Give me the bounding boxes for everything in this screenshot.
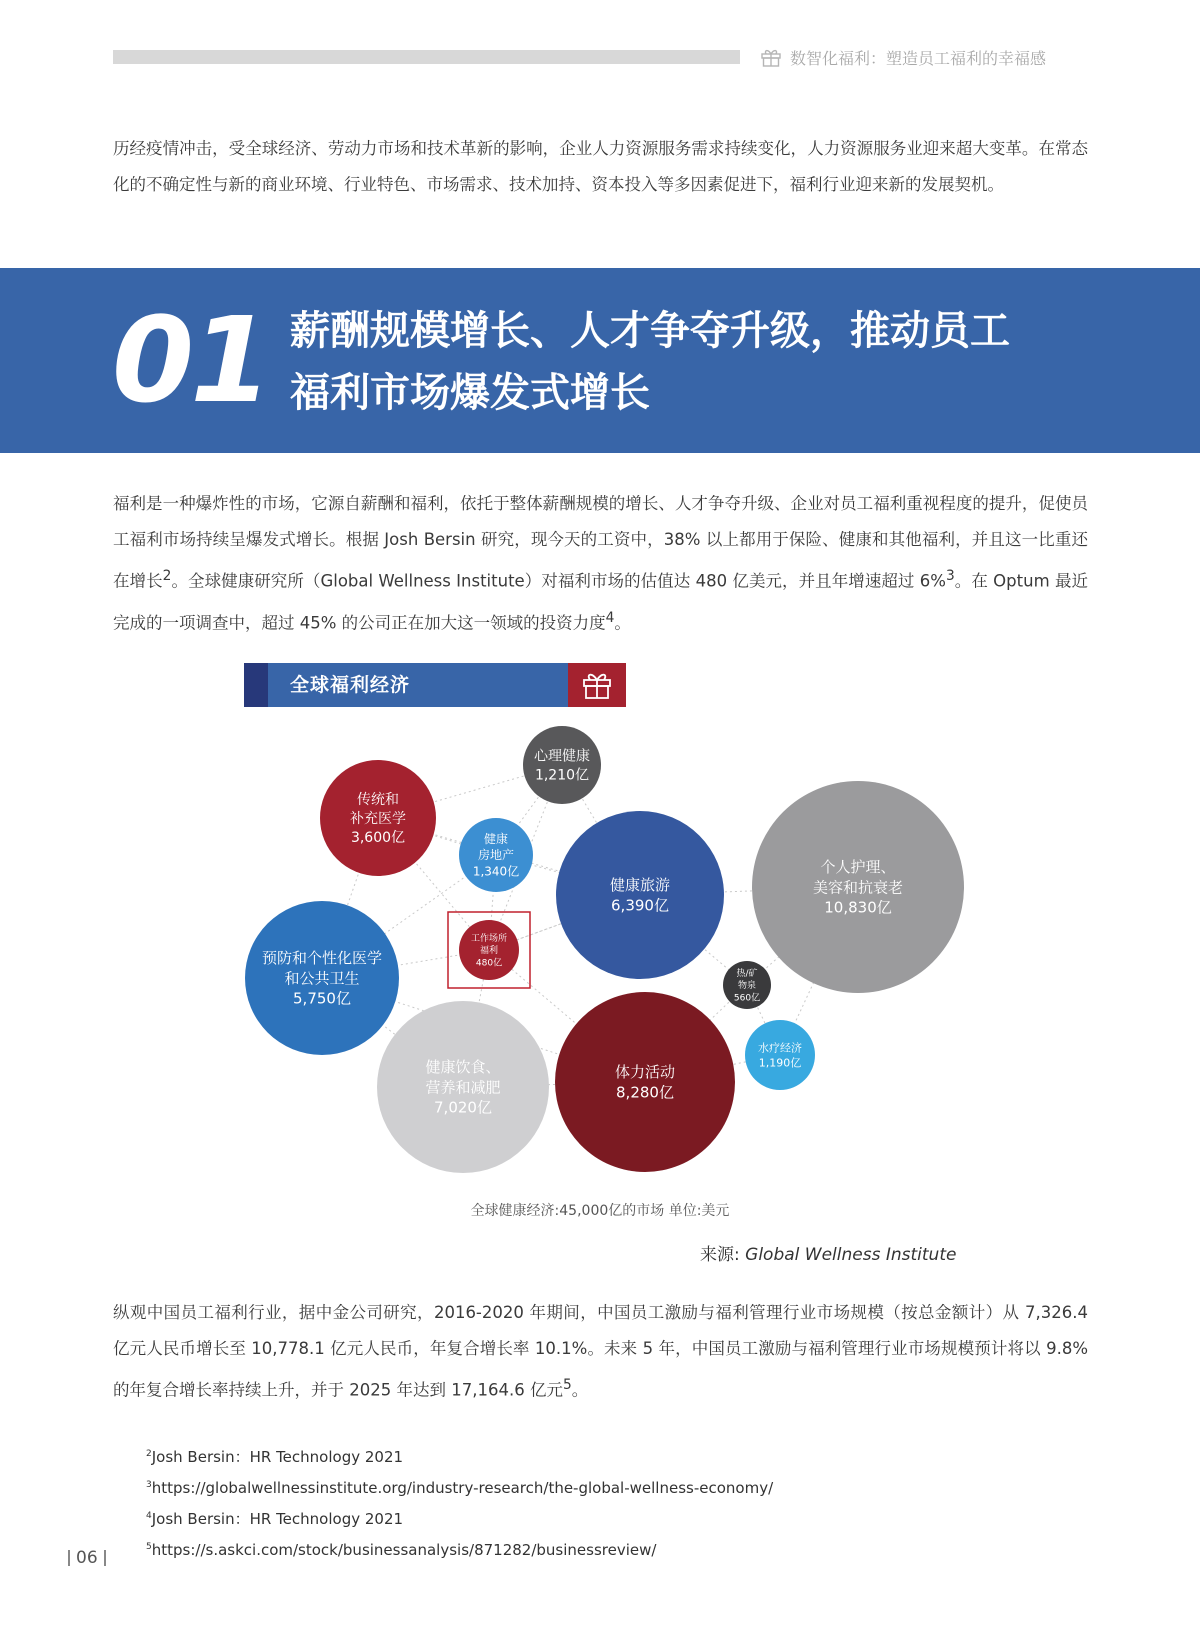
bubble-circle xyxy=(556,811,724,979)
bubble-value: 7,020亿 xyxy=(434,1098,492,1117)
chart-title: 全球福利经济 xyxy=(268,663,568,707)
bubble xyxy=(523,726,601,804)
chart-source xyxy=(700,1240,956,1265)
bubble-label: 热/矿 xyxy=(736,969,758,979)
bubble-circle xyxy=(745,1020,815,1090)
bubble-label: 心理健康 xyxy=(534,748,590,765)
china-market-paragraph xyxy=(113,1295,1088,1409)
bubble-label: 房地产 xyxy=(477,848,515,863)
section-title xyxy=(290,300,1090,424)
source-label: 来源: xyxy=(700,1245,740,1265)
source-value: Global Wellness Institute xyxy=(745,1245,957,1265)
bubble xyxy=(723,961,771,1009)
market-paragraph xyxy=(113,486,1088,641)
bubble-label: 健康 xyxy=(483,832,509,846)
bubble-value: 1,340亿 xyxy=(472,864,520,879)
bubble-label: 健康饮食、 xyxy=(425,1058,501,1076)
bubble-circle xyxy=(555,992,735,1172)
footnote-number: 2 xyxy=(146,1449,152,1459)
market-text-2: 。全球健康研究所（Global Wellness Institute）对福利市场的估值达 480 亿美元，并且年增速超过 6% xyxy=(171,571,946,591)
footnote-ref[interactable]: 4 xyxy=(605,609,615,626)
bubble-value: 8,280亿 xyxy=(616,1083,674,1102)
bubble xyxy=(752,781,964,993)
footnote-ref[interactable]: 5 xyxy=(562,1377,572,1393)
bubble-value: 6,390亿 xyxy=(611,896,669,915)
bubble-label: 体力活动 xyxy=(614,1063,676,1082)
footnote-ref[interactable]: 2 xyxy=(162,568,172,584)
china-market-end: 。 xyxy=(571,1380,589,1400)
bubble-chart xyxy=(0,700,1200,1180)
page-number xyxy=(68,1548,106,1568)
market-text-1: 福利是一种爆炸性的市场，它源自薪酬和福利，依托于整体薪酬规模的增长、人才争夺升级、企业对员工福利重视程度的提升，促使员工福利市场持续呈爆发式增长。根据 Josh Bersin 研究，现今天的工资中，38% 以上都用于保险、健康和其他福利，并且这一比重还在增长 xyxy=(113,494,1088,591)
header-rule xyxy=(113,50,740,64)
gift-icon xyxy=(581,670,613,700)
bubble-circle xyxy=(523,726,601,804)
section-title-line1: 薪酬规模增长、人才争夺升级，推动员工 xyxy=(290,308,1010,354)
bubble-value: 1,210亿 xyxy=(534,767,590,784)
footnote-ref[interactable]: 3 xyxy=(945,568,955,584)
page-number-bar xyxy=(68,1550,70,1566)
bubble-value: 1,190亿 xyxy=(758,1056,802,1070)
bubble xyxy=(245,901,399,1055)
running-header xyxy=(760,45,1046,69)
section-number: 01 xyxy=(112,291,269,429)
bubble xyxy=(556,811,724,979)
bubble-value: 5,750亿 xyxy=(293,989,351,1008)
market-text-4: 。 xyxy=(614,613,631,632)
bubble-label: 水疗经济 xyxy=(758,1041,802,1055)
footnote-number: 3 xyxy=(146,1480,152,1490)
bubble-label: 福利 xyxy=(479,946,499,957)
page-number-value: 06 xyxy=(76,1548,98,1568)
bubble xyxy=(745,1020,815,1090)
bubble xyxy=(377,1001,549,1173)
bubble-label: 个人护理、 xyxy=(820,858,896,876)
bubble-label: 和公共卫生 xyxy=(284,969,360,988)
footnote-number: 5 xyxy=(146,1542,152,1552)
footnote-item xyxy=(146,1440,773,1471)
bubble-label: 营养和减肥 xyxy=(425,1078,501,1097)
bubble-value: 10,830亿 xyxy=(824,898,892,917)
footnote-text: Josh Bersin：HR Technology 2021 xyxy=(151,1510,404,1528)
running-header-title: 数智化福利：塑造员工福利的幸福感 xyxy=(790,48,1047,68)
bubble-label: 预防和个性化医学 xyxy=(261,949,383,967)
market-text-3: 。在 Optum 最近完成的一项调查中，超过 45% 的公司正在加大这一领域的投资力度 xyxy=(113,571,1088,632)
gift-icon xyxy=(760,46,782,68)
bubble-value: 3,600亿 xyxy=(350,829,406,846)
footnote-item xyxy=(146,1502,773,1533)
china-market-text: 纵观中国员工福利行业，据中金公司研究，2016-2020 年期间，中国员工激励与福利管理行业市场规模（按总金额计）从 7,326.4 亿元人民币增长至 10,778.1 亿元人民币，年复合增长率 10.1%。未来 5 年，中国员工激励与福利管理行业市场规模预计将以 9.8% 的年复合增长率持续上升，并于 2025 年达到 17,164.6 亿元 xyxy=(113,1303,1088,1400)
footnote-item[interactable] xyxy=(146,1471,773,1502)
bubble-label: 美容和抗衰老 xyxy=(812,878,904,897)
intro-paragraph: 历经疫情冲击，受全球经济、劳动力市场和技术革新的影响，企业人力资源服务需求持续变化，人力资源服务业迎来超大变革。在常态化的不确定性与新的商业环境、行业特色、市场需求、技术加持、资本投入等多因素促进下，福利行业迎来新的发展契机。 xyxy=(113,139,1088,194)
footnote-link[interactable]: https://s.askci.com/stock/businessanalysis/871282/businessreview/ xyxy=(151,1541,657,1559)
bubble xyxy=(459,818,533,892)
bubble-label: 补充医学 xyxy=(350,810,406,827)
bubble-value: 480亿 xyxy=(475,958,503,969)
bubble xyxy=(448,912,530,988)
bubble xyxy=(320,760,436,876)
bubble-label: 健康旅游 xyxy=(609,876,671,895)
bubble-label: 物泉 xyxy=(737,981,757,992)
bubble-label: 工作场所 xyxy=(470,934,508,944)
footnote-item[interactable] xyxy=(146,1533,773,1564)
bubble xyxy=(555,992,735,1172)
page-number-bar xyxy=(104,1550,106,1566)
footnote-number: 4 xyxy=(146,1511,152,1521)
chart-caption: 全球健康经济:45,000亿的市场 单位:美元 xyxy=(470,1203,730,1219)
bubble-value: 560亿 xyxy=(733,993,761,1004)
section-title-line2: 福利市场爆发式增长 xyxy=(290,370,650,416)
footnote-text: Josh Bersin：HR Technology 2021 xyxy=(151,1448,404,1466)
footnotes xyxy=(146,1440,773,1564)
bubble-label: 传统和 xyxy=(357,792,399,808)
footnote-link[interactable]: https://globalwellnessinstitute.org/industry-research/the-global-wellness-economy/ xyxy=(151,1479,774,1497)
